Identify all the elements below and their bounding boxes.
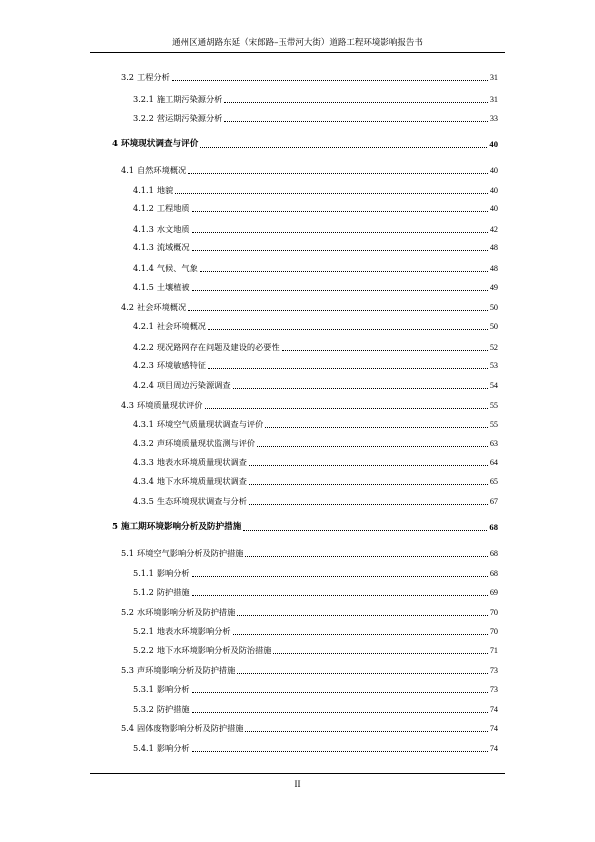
dot-leader: [192, 692, 488, 693]
dot-leader: [249, 465, 488, 466]
toc-entry-title: 影响分析: [156, 568, 190, 578]
toc-entry-title: 社会环境概况: [156, 321, 206, 331]
footer-rule: [90, 773, 505, 774]
toc-entry-number: 5.3.2: [133, 704, 154, 714]
toc-entry-number: 4.1.3: [133, 224, 154, 234]
header-rule: [90, 52, 505, 53]
toc-entry-title: 项目周边污染源调查: [156, 380, 231, 390]
toc-entry-number: 4.2.1: [133, 321, 154, 331]
dot-leader: [245, 731, 487, 732]
toc-entry-title: 工程地质: [156, 203, 190, 213]
toc-entry-page: 70: [489, 608, 498, 617]
toc-entry[interactable]: [133, 476, 498, 487]
toc-entry[interactable]: [112, 522, 498, 533]
toc-entry-page: 55: [489, 401, 498, 410]
toc-entry-number: 4.1.4: [133, 263, 154, 273]
toc-entry-number: 4.1: [121, 165, 135, 175]
toc-entry[interactable]: [133, 380, 498, 391]
toc-entry-page: 48: [489, 264, 498, 273]
dot-leader: [233, 388, 488, 389]
toc-entry-page: 74: [489, 744, 498, 753]
toc-entry[interactable]: [133, 263, 498, 274]
toc-entry-title: 环境空气影响分析及防护措施: [137, 548, 244, 558]
toc-entry-number: 5.1.1: [133, 568, 154, 578]
toc-entry[interactable]: [121, 548, 498, 559]
toc-entry-number: 4.2: [121, 302, 135, 312]
toc-entry[interactable]: [121, 665, 498, 676]
toc-entry[interactable]: [133, 360, 498, 371]
toc-entry-page: 74: [489, 705, 498, 714]
toc-entry-title: 营运期污染源分析: [156, 113, 223, 123]
toc-entry-title: 声环境影响分析及防护措施: [137, 665, 236, 675]
toc-entry-number: 4.2.4: [133, 380, 154, 390]
dot-leader: [237, 615, 488, 616]
dot-leader: [224, 102, 487, 103]
toc-entry-title: 社会环境概况: [137, 302, 187, 312]
toc-entry-title: 生态环境现状调查与分析: [156, 496, 247, 506]
toc-entry-number: 4.3: [121, 400, 135, 410]
toc-entry[interactable]: [121, 607, 498, 618]
dot-leader: [192, 290, 488, 291]
toc-entry-title: 自然环境概况: [137, 165, 187, 175]
toc-entry-page: 63: [489, 439, 498, 448]
toc-entry[interactable]: [133, 704, 498, 715]
toc-entry-page: 31: [489, 95, 498, 104]
toc-entry[interactable]: [121, 302, 498, 313]
dot-leader: [265, 427, 488, 428]
dot-leader: [192, 250, 488, 251]
toc-entry-title: 环境敏感特征: [156, 360, 206, 370]
toc-entry-page: 42: [489, 225, 498, 234]
toc-entry-title: 土壤植被: [156, 282, 190, 292]
dot-leader: [175, 193, 488, 194]
toc-entry[interactable]: [133, 321, 498, 332]
toc-entry-page: 49: [489, 283, 498, 292]
toc-entry-page: 33: [489, 114, 498, 123]
toc-entry-title: 流域概况: [156, 242, 190, 252]
toc-entry-page: 54: [489, 381, 498, 390]
toc-entry[interactable]: [133, 342, 498, 353]
toc-entry-title: 施工期污染源分析: [156, 94, 223, 104]
toc-entry-number: 4: [112, 139, 118, 149]
toc-entry-page: 74: [489, 724, 498, 733]
toc-entry[interactable]: [133, 645, 498, 656]
toc-entry[interactable]: [121, 400, 498, 411]
toc-entry-title: 环境现状调查与评价: [120, 139, 199, 149]
toc-entry-number: 3.2.1: [133, 94, 154, 104]
dot-leader: [200, 147, 487, 148]
toc-entry-number: 4.3.3: [133, 457, 154, 467]
toc-entry[interactable]: [133, 568, 498, 579]
toc-entry-number: 5.3: [121, 665, 135, 675]
toc-entry[interactable]: [133, 743, 498, 754]
toc-entry-page: 68: [489, 549, 498, 558]
dot-leader: [188, 310, 488, 311]
toc-entry-title: 现况路网存在问题及建设的必要性: [156, 342, 280, 352]
toc-entry[interactable]: [121, 165, 498, 176]
toc-entry-page: 68: [489, 522, 498, 532]
toc-entry-title: 固体废物影响分析及防护措施: [137, 723, 244, 733]
dot-leader: [208, 329, 488, 330]
toc-entry[interactable]: [133, 684, 498, 695]
toc-entry[interactable]: [133, 113, 498, 124]
toc-entry-number: 5.4: [121, 723, 135, 733]
dot-leader: [243, 530, 487, 531]
toc-entry-page: 50: [489, 322, 498, 331]
toc-entry-title: 地貌: [156, 185, 174, 195]
toc-entry-number: 4.1.1: [133, 185, 154, 195]
toc-entry[interactable]: [133, 587, 498, 598]
toc-entry[interactable]: [133, 419, 498, 430]
dot-leader: [237, 673, 488, 674]
toc-entry-number: 4.3.5: [133, 496, 154, 506]
dot-leader: [192, 211, 488, 212]
toc-entry-number: 5.2.2: [133, 645, 154, 655]
dot-leader: [249, 504, 488, 505]
toc-entry-number: 5.2: [121, 607, 135, 617]
dot-leader: [192, 595, 488, 596]
toc-entry[interactable]: [133, 224, 498, 235]
toc-entry[interactable]: [133, 242, 498, 253]
dot-leader: [245, 556, 487, 557]
toc-entry-title: 施工期环境影响分析及防护措施: [120, 522, 242, 532]
toc-entry-page: 68: [489, 569, 498, 578]
toc-entry-title: 影响分析: [156, 743, 190, 753]
toc-entry[interactable]: [121, 72, 498, 83]
toc-entry[interactable]: [133, 457, 498, 468]
toc-entry-page: 40: [489, 166, 498, 175]
toc-entry-number: 4.1.3: [133, 242, 154, 252]
page-number: II: [294, 779, 301, 789]
toc-entry-title: 防护措施: [156, 587, 190, 597]
toc-entry-page: 53: [489, 361, 498, 370]
toc-entry[interactable]: [121, 723, 498, 734]
toc-entry-number: 4.3.2: [133, 438, 154, 448]
toc-entry[interactable]: [112, 139, 498, 150]
dot-leader: [233, 634, 488, 635]
toc-entry-number: 4.3.4: [133, 476, 154, 486]
toc-entry-title: 水环境影响分析及防护措施: [137, 607, 236, 617]
toc-entry-number: 4.1.2: [133, 203, 154, 213]
toc-entry-page: 40: [489, 139, 498, 149]
toc-entry-number: 4.2.2: [133, 342, 154, 352]
dot-leader: [200, 271, 488, 272]
dot-leader: [249, 484, 488, 485]
toc-entry-number: 5.1: [121, 548, 135, 558]
toc-entry-title: 环境空气质量现状调查与评价: [156, 419, 264, 429]
toc-entry-number: 4.1.5: [133, 282, 154, 292]
dot-leader: [282, 350, 488, 351]
toc-entry-title: 地表水环境质量现状调查: [156, 457, 247, 467]
dot-leader: [192, 576, 488, 577]
dot-leader: [192, 712, 488, 713]
dot-leader: [172, 80, 488, 81]
toc-entry-title: 防护措施: [156, 704, 190, 714]
toc-entry-page: 67: [489, 497, 498, 506]
toc-entry-title: 影响分析: [156, 684, 190, 694]
toc-entry-page: 71: [489, 646, 498, 655]
toc-entry-number: 4.3.1: [133, 419, 154, 429]
dot-leader: [257, 446, 488, 447]
toc-entry-title: 环境质量现状评价: [137, 400, 203, 410]
toc-entry-title: 地表水环境影响分析: [156, 626, 231, 636]
toc-entry-title: 声环境质量现状监测与评价: [156, 438, 256, 448]
toc-entry-page: 65: [489, 477, 498, 486]
dot-leader: [192, 232, 488, 233]
toc-entry-page: 48: [489, 243, 498, 252]
dot-leader: [273, 653, 487, 654]
toc-entry-page: 70: [489, 627, 498, 636]
toc-entry-number: 3.2.2: [133, 113, 154, 123]
toc-entry-number: 5: [112, 522, 118, 532]
toc-entry-number: 5.2.1: [133, 626, 154, 636]
dot-leader: [205, 408, 488, 409]
toc-entry[interactable]: [133, 626, 498, 637]
dot-leader: [192, 751, 488, 752]
dot-leader: [208, 368, 488, 369]
toc-entry[interactable]: [133, 282, 498, 293]
toc-entry-page: 40: [489, 186, 498, 195]
toc-entry[interactable]: [133, 203, 498, 214]
toc-entry-page: 40: [489, 204, 498, 213]
toc-entry-page: 69: [489, 588, 498, 597]
toc-entry[interactable]: [133, 185, 498, 196]
dot-leader: [224, 121, 487, 122]
toc-entry-title: 水文地质: [156, 224, 190, 234]
toc-entry-number: 5.4.1: [133, 743, 154, 753]
toc-entry-page: 73: [489, 666, 498, 675]
toc-entry-page: 64: [489, 458, 498, 467]
toc-entry-page: 73: [489, 685, 498, 694]
toc-entry-number: 4.2.3: [133, 360, 154, 370]
toc-entry[interactable]: [133, 94, 498, 105]
toc-entry-number: 5.3.1: [133, 684, 154, 694]
toc-entry-number: 3.2: [121, 72, 135, 82]
toc-entry-title: 气候、气象: [156, 263, 198, 273]
toc-entry-title: 工程分析: [137, 72, 170, 82]
toc-entry-page: 50: [489, 303, 498, 312]
toc-entry-title: 地下水环境质量现状调查: [156, 476, 247, 486]
toc-entry-page: 52: [489, 343, 498, 352]
toc-entry-page: 55: [489, 420, 498, 429]
toc-entry-page: 31: [489, 73, 498, 82]
toc-entry[interactable]: [133, 438, 498, 449]
dot-leader: [188, 173, 488, 174]
toc-entry[interactable]: [133, 496, 498, 507]
page-header: 通州区通胡路东延（宋郎路–玉带河大街）道路工程环境影响报告书: [172, 38, 423, 48]
toc-entry-number: 5.1.2: [133, 587, 154, 597]
toc-entry-title: 地下水环境影响分析及防治措施: [156, 645, 272, 655]
